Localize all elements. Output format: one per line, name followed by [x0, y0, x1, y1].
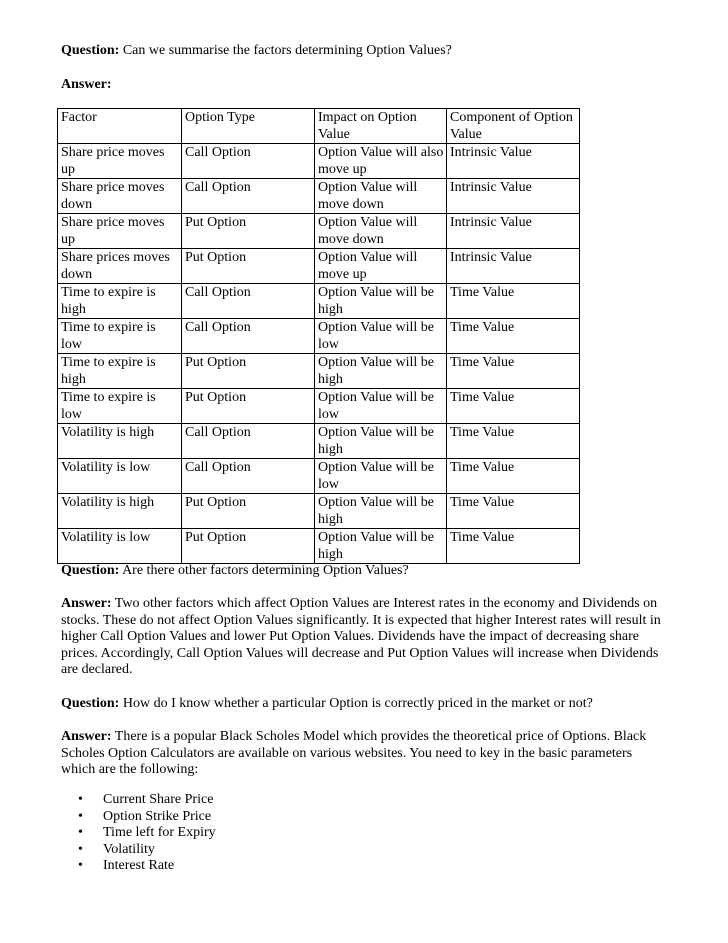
- list-item-text: Volatility: [103, 841, 155, 857]
- cell-option-type: Call Option: [182, 179, 315, 214]
- cell-component: Time Value: [447, 529, 580, 564]
- cell-impact: Option Value will be high: [315, 494, 447, 529]
- cell-factor: Time to expire is low: [58, 319, 182, 354]
- cell-component: Time Value: [447, 389, 580, 424]
- cell-component: Time Value: [447, 354, 580, 389]
- cell-component: Intrinsic Value: [447, 214, 580, 249]
- table-row: [58, 144, 580, 179]
- list-item-text: Interest Rate: [103, 858, 175, 873]
- answer-label: Answer:: [61, 729, 112, 744]
- cell-factor: Time to expire is low: [58, 389, 182, 424]
- cell-impact: Option Value will move down: [315, 214, 447, 249]
- header-option-type: Option Type: [182, 109, 315, 144]
- question-label: Question:: [61, 563, 120, 578]
- answer-label: Answer:: [61, 77, 112, 92]
- list-item: [61, 792, 216, 809]
- cell-component: Time Value: [447, 284, 580, 319]
- cell-impact: Option Value will also move up: [315, 144, 447, 179]
- cell-option-type: Put Option: [182, 494, 315, 529]
- cell-factor: Share prices moves down: [58, 249, 182, 284]
- cell-impact: Option Value will move down: [315, 179, 447, 214]
- question-label: Question:: [61, 696, 120, 711]
- cell-factor: Volatility is low: [58, 529, 182, 564]
- cell-impact: Option Value will be low: [315, 389, 447, 424]
- table-row: [58, 354, 580, 389]
- cell-impact: Option Value will move up: [315, 249, 447, 284]
- bullet-icon: •: [78, 858, 83, 873]
- list-item-text: Current Share Price: [103, 792, 214, 807]
- cell-factor: Volatility is high: [58, 494, 182, 529]
- cell-impact: Option Value will be high: [315, 284, 447, 319]
- cell-component: Time Value: [447, 494, 580, 529]
- header-impact: Impact on Option Value: [315, 109, 447, 144]
- cell-option-type: Put Option: [182, 529, 315, 564]
- bullet-icon: •: [78, 792, 83, 807]
- question-3: [61, 696, 661, 713]
- table-header-row: [58, 109, 580, 144]
- option-factors-table: [57, 108, 580, 564]
- cell-option-type: Call Option: [182, 319, 315, 354]
- cell-factor: Share price moves up: [58, 214, 182, 249]
- answer-label: Answer:: [61, 596, 112, 611]
- header-factor: Factor: [58, 109, 182, 144]
- cell-factor: Time to expire is high: [58, 354, 182, 389]
- question-text: Can we summarise the factors determining Option Values?: [119, 43, 452, 58]
- cell-impact: Option Value will be high: [315, 424, 447, 459]
- bullet-icon: •: [78, 808, 83, 824]
- bullet-icon: •: [78, 841, 83, 857]
- cell-factor: Share price moves down: [58, 179, 182, 214]
- question-label: Question:: [61, 43, 120, 58]
- cell-option-type: Put Option: [182, 214, 315, 249]
- bullet-icon: •: [78, 825, 83, 840]
- cell-factor: Time to expire is high: [58, 284, 182, 319]
- table-row: [58, 214, 580, 249]
- answer-3: [61, 729, 661, 779]
- cell-component: Time Value: [447, 424, 580, 459]
- cell-impact: Option Value will be low: [315, 459, 447, 494]
- cell-option-type: Put Option: [182, 389, 315, 424]
- header-component: Component of Option Value: [447, 109, 580, 144]
- answer-2: [61, 596, 661, 679]
- answer-text: Two other factors which affect Option Values are Interest rates in the economy and Dividends on stocks. These do not affect Option Values significantly. It is expected that higher Interest rates will result in higher Call Option Values and lower Put Option Values. Dividends have the impact of decreasing share prices. Accordingly, Call Option Values will decrease and Put Option Values will increase when Dividends are declared.: [61, 596, 661, 677]
- cell-option-type: Put Option: [182, 249, 315, 284]
- cell-factor: Volatility is low: [58, 459, 182, 494]
- cell-component: Intrinsic Value: [447, 249, 580, 284]
- cell-component: Intrinsic Value: [447, 179, 580, 214]
- list-item-text: Time left for Expiry: [103, 825, 216, 840]
- cell-impact: Option Value will be high: [315, 529, 447, 564]
- list-item: [61, 842, 216, 859]
- table-row: [58, 424, 580, 459]
- parameter-list: [61, 792, 216, 875]
- cell-component: Intrinsic Value: [447, 144, 580, 179]
- cell-option-type: Put Option: [182, 354, 315, 389]
- table-row: [58, 319, 580, 354]
- answer-1: [61, 77, 661, 94]
- cell-factor: Share price moves up: [58, 144, 182, 179]
- cell-factor: Volatility is high: [58, 424, 182, 459]
- list-item-text: Option Strike Price: [103, 808, 212, 824]
- table-row: [58, 494, 580, 529]
- table-row: [58, 389, 580, 424]
- table-row: [58, 179, 580, 214]
- question-text: How do I know whether a particular Option is correctly priced in the market or not?: [119, 696, 593, 711]
- table-row: [58, 529, 580, 564]
- question-1: [61, 43, 661, 60]
- question-2: [61, 563, 661, 580]
- table-row: [58, 249, 580, 284]
- table-body: [58, 109, 580, 564]
- cell-component: Time Value: [447, 319, 580, 354]
- cell-impact: Option Value will be high: [315, 354, 447, 389]
- cell-option-type: Call Option: [182, 284, 315, 319]
- table-row: [58, 459, 580, 494]
- answer-text: There is a popular Black Scholes Model which provides the theoretical price of Options. Black Scholes Option Calculators are available on various websites. You need to key in the basic parameters which are the following:: [61, 729, 647, 777]
- list-item: [61, 825, 216, 842]
- table-row: [58, 284, 580, 319]
- question-text: Are there other factors determining Option Values?: [119, 563, 409, 578]
- list-item: [61, 809, 216, 826]
- cell-impact: Option Value will be low: [315, 319, 447, 354]
- cell-option-type: Call Option: [182, 424, 315, 459]
- list-item: [61, 858, 216, 875]
- cell-option-type: Call Option: [182, 459, 315, 494]
- cell-component: Time Value: [447, 459, 580, 494]
- cell-option-type: Call Option: [182, 144, 315, 179]
